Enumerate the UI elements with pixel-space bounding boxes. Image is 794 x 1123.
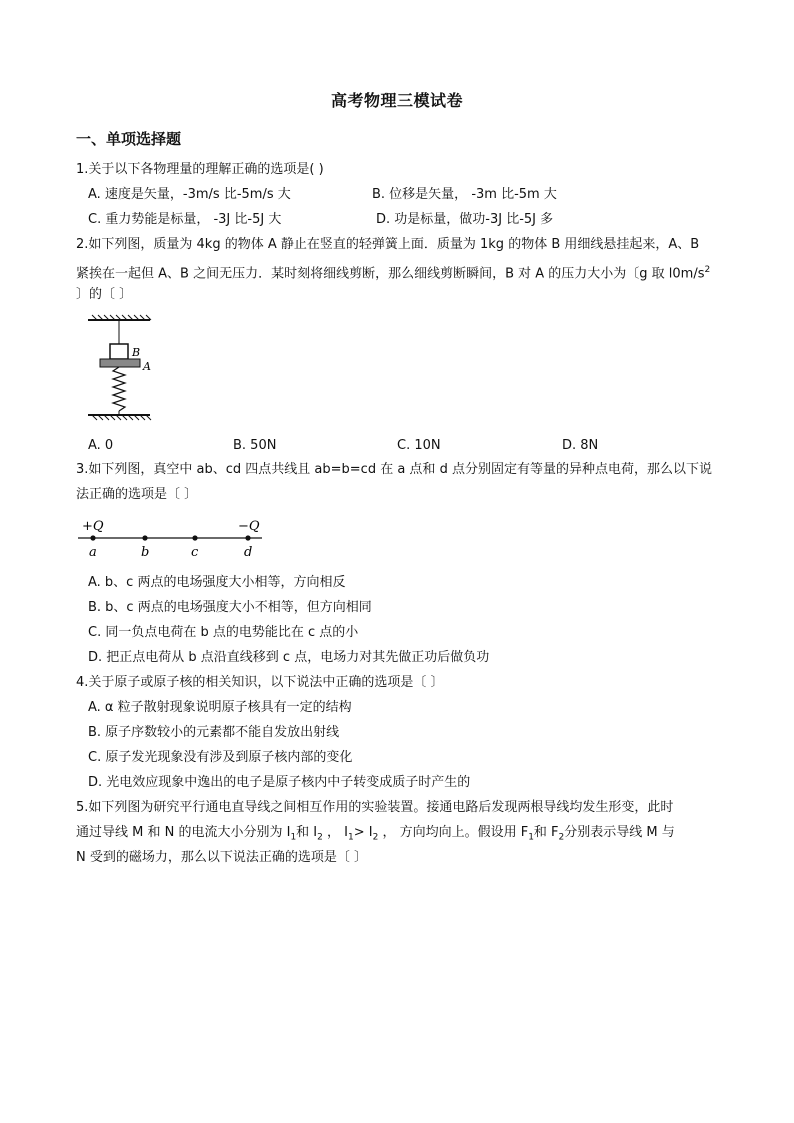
- q5-sub-3: 1: [347, 832, 354, 843]
- q2-unit-exponent: 2: [704, 265, 711, 275]
- q5-sub-2: 2: [317, 832, 323, 843]
- q3-option-d: D. 把正点电荷从 b 点沿直线移到 c 点，电场力对其先做正功后做负功: [88, 650, 490, 665]
- q2-stem-line3: 〕的〔 〕: [76, 287, 133, 302]
- q2-label-b: B: [132, 346, 141, 359]
- q4-option-a: A. α 粒子散射现象说明原子核具有一定的结构: [88, 700, 352, 715]
- q5-text-7: 分别表示导线 M 与: [564, 825, 675, 840]
- q5-sub-5: 1: [528, 832, 534, 843]
- q5-text-6: 和 F: [533, 825, 559, 840]
- q5-text-5: ， 方向均向上。假设用 F: [378, 825, 529, 840]
- q3-label-d: d: [244, 545, 253, 560]
- q3-label-minus-q: −Q: [238, 519, 260, 534]
- q2-stem-line1: 2.如下列图，质量为 4kg 的物体 A 静止在竖直的轻弹簧上面．质量为 1kg 的物体 B 用细线悬挂起来，A、B: [76, 237, 700, 252]
- q2-stem-line2: [76, 260, 710, 284]
- q2-option-d: D. 8N: [562, 438, 599, 453]
- q5-text-1: 通过导线 M 和 N 的电流大小分别为 I: [76, 825, 291, 840]
- q4-option-c: C. 原子发光现象没有涉及到原子核内部的变化: [88, 750, 353, 765]
- q2-spring-figure: [84, 312, 164, 424]
- q5-stem-line2: [76, 823, 675, 848]
- q3-label-plus-q: +Q: [82, 519, 104, 534]
- section-heading: 一、单项选择题: [76, 130, 182, 148]
- q5-text-2: 和 I: [296, 825, 318, 840]
- q3-stem-line1: 3.如下列图，真空中 ab、cd 四点共线且 ab=b=cd 在 a 点和 d 点分别固定有等量的异种点电荷，那么以下说: [76, 462, 712, 477]
- q3-label-b: b: [141, 545, 150, 560]
- q2-option-a: A. 0: [88, 438, 114, 453]
- q5-sub-1: 1: [290, 832, 297, 843]
- q5-stem-line3: N 受到的磁场力，那么以下说法正确的选项是〔 〕: [76, 850, 367, 865]
- q5-sub-6: 2: [558, 832, 565, 843]
- q1-option-a: A. 速度是矢量，-3m/s 比-5m/s 大: [88, 187, 291, 202]
- q3-charge-figure: [74, 514, 274, 564]
- q2-option-c: C. 10N: [397, 438, 441, 453]
- q2-label-a: A: [143, 360, 151, 373]
- q1-option-b: B. 位移是矢量， -3m 比-5m 大: [372, 187, 557, 202]
- q3-label-c: c: [191, 545, 199, 560]
- q2-stem-line2-text: 紧挨在一起但 A、B 之间无压力．某时刻将细线剪断，那么细线剪断瞬间，B 对 A 的压力大小为〔g 取 l0m/s: [76, 266, 705, 282]
- q5-sub-4: 2: [372, 832, 379, 843]
- page-title: 高考物理三模试卷: [330, 91, 463, 110]
- q4-option-d: D. 光电效应现象中逸出的电子是原子核内中子转变成质子时产生的: [88, 775, 471, 790]
- q4-stem: 4.关于原子或原子核的相关知识，以下说法中正确的选项是〔 〕: [76, 675, 444, 690]
- q1-option-c: C. 重力势能是标量， -3J 比-5J 大: [88, 212, 282, 227]
- q1-stem: 1.关于以下各物理量的理解正确的选项是( ): [76, 162, 324, 177]
- q3-option-c: C. 同一负点电荷在 b 点的电势能比在 c 点的小: [88, 625, 359, 640]
- q2-option-b: B. 50N: [233, 438, 277, 453]
- q5-text-3: ， I: [322, 825, 348, 840]
- q5-text-4: > I: [353, 825, 373, 840]
- q3-option-a: A. b、c 两点的电场强度大小相等，方向相反: [88, 575, 346, 590]
- q5-stem-line1: 5.如下列图为研究平行通电直导线之间相互作用的实验装置。接通电路后发现两根导线均发生形变，此时: [76, 800, 674, 815]
- q4-option-b: B. 原子序数较小的元素都不能自发放出射线: [88, 725, 340, 740]
- q3-label-a: a: [89, 545, 97, 560]
- q3-option-b: B. b、c 两点的电场强度大小不相等，但方向相同: [88, 600, 372, 615]
- q3-stem-line2: 法正确的选项是〔 〕: [76, 487, 198, 502]
- q1-option-d: D. 功是标量，做功-3J 比-5J 多: [376, 212, 554, 227]
